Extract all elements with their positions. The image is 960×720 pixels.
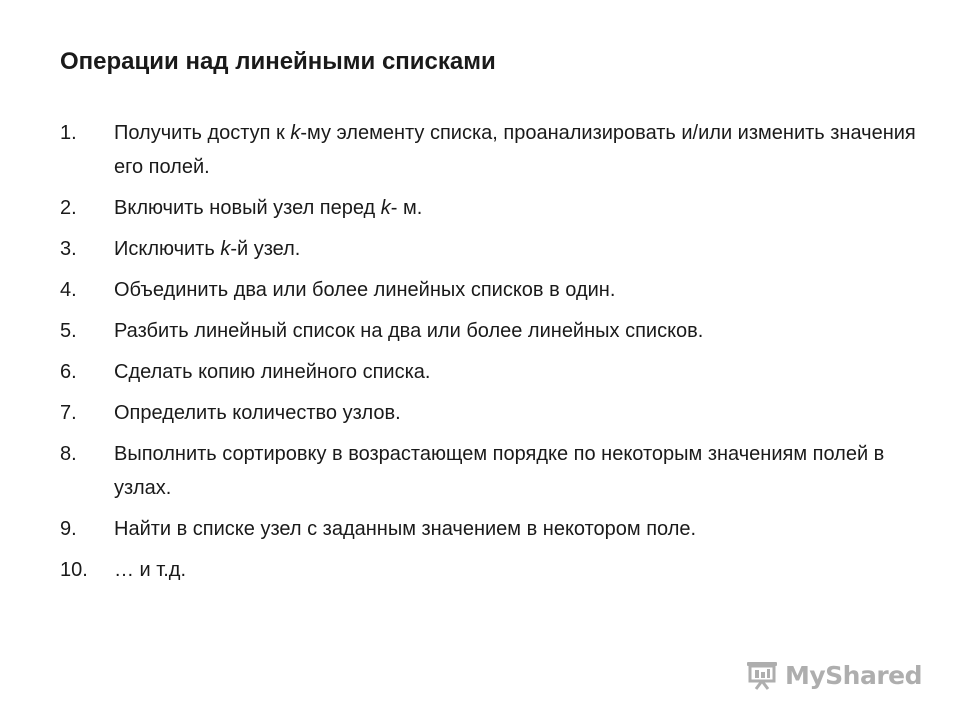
item-number: 5. bbox=[60, 320, 77, 342]
item-number: 3. bbox=[60, 238, 77, 260]
operations-list bbox=[60, 116, 920, 594]
item-number: 7. bbox=[60, 402, 77, 424]
watermark bbox=[745, 660, 922, 690]
list-item bbox=[60, 273, 920, 307]
watermark-text: MyShared bbox=[784, 660, 922, 690]
projector-screen-icon bbox=[745, 660, 779, 690]
list-item bbox=[60, 314, 920, 348]
item-text: … и т.д. bbox=[114, 559, 187, 581]
item-number: 4. bbox=[60, 279, 77, 301]
item-text: Выполнить сортировку в возрастающем порядке по некоторым значениям полей в узлах. bbox=[114, 443, 885, 499]
item-number: 1. bbox=[60, 122, 77, 144]
item-text: Найти в списке узел с заданным значением в некотором поле. bbox=[114, 518, 697, 540]
list-item bbox=[60, 191, 920, 225]
list-item bbox=[60, 437, 920, 505]
item-text: Определить количество узлов. bbox=[114, 402, 401, 424]
item-text: Сделать копию линейного списка. bbox=[114, 361, 431, 383]
item-text: Получить доступ к k-му элементу списка, проанализировать и/или изменить значения его полей. bbox=[114, 122, 916, 178]
item-number: 6. bbox=[60, 361, 77, 383]
item-number: 2. bbox=[60, 197, 77, 219]
list-item bbox=[60, 355, 920, 389]
item-text: Исключить k-й узел. bbox=[114, 238, 301, 260]
item-number: 10. bbox=[60, 559, 88, 581]
item-number: 9. bbox=[60, 518, 77, 540]
item-text: Разбить линейный список на два или более линейных списков. bbox=[114, 320, 704, 342]
slide-title: Операции над линейными списками bbox=[60, 48, 496, 75]
list-item bbox=[60, 512, 920, 546]
item-text: Объединить два или более линейных списков в один. bbox=[114, 279, 616, 301]
item-text: Включить новый узел перед k- м. bbox=[114, 197, 423, 219]
item-number: 8. bbox=[60, 443, 77, 465]
list-item bbox=[60, 553, 920, 587]
list-item bbox=[60, 116, 920, 184]
list-item bbox=[60, 396, 920, 430]
list-item bbox=[60, 232, 920, 266]
